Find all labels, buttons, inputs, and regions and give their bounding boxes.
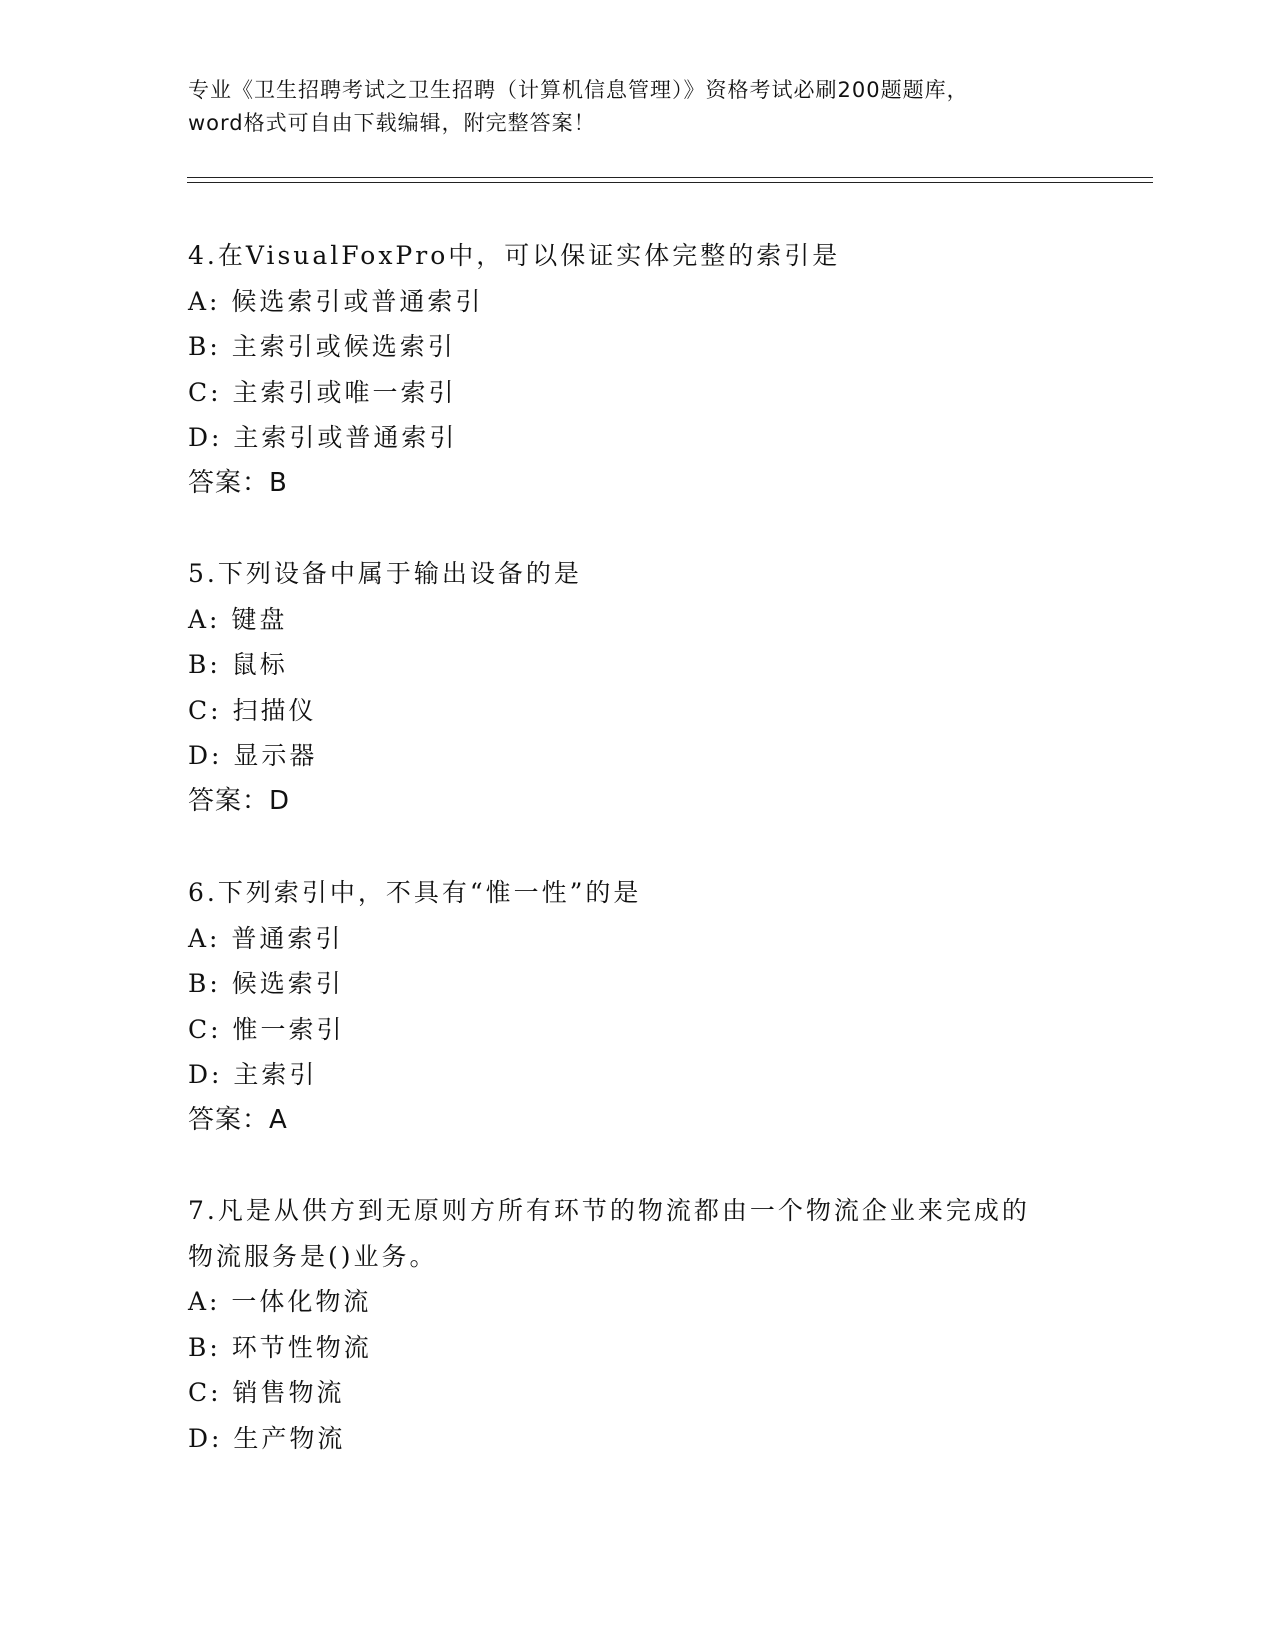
option-b: B: 主索引或候选索引 (188, 332, 456, 361)
option-c: C: 扫描仪 (188, 695, 317, 725)
question-7 (188, 1188, 1088, 1461)
question-stem: 6.下列索引中，不具有“惟一性”的是 (188, 878, 642, 907)
document-header (188, 74, 1088, 140)
option-c: C: 惟一索引 (188, 1014, 345, 1044)
question-4 (188, 233, 1088, 506)
header-divider-bottom (187, 182, 1153, 183)
answer-text: 答案：B (188, 467, 288, 498)
option-c: C: 销售物流 (188, 1378, 345, 1407)
question-5 (188, 551, 1088, 824)
header-line-2: word格式可自由下载编辑，附完整答案！ (188, 111, 596, 135)
option-a: A: 一体化物流 (188, 1287, 372, 1316)
option-d: D: 生产物流 (188, 1423, 346, 1453)
option-d: D: 主索引或普通索引 (188, 423, 458, 452)
option-a: A: 键盘 (188, 604, 288, 634)
header-line-1: 专业《卫生招聘考试之卫生招聘（计算机信息管理）》资格考试必刷200题题库， (188, 78, 969, 102)
question-stem-line-2: 物流服务是()业务。 (188, 1241, 438, 1271)
option-b: B: 候选索引 (188, 969, 344, 998)
question-stem-line-1: 7.凡是从供方到无原则方所有环节的物流都由一个物流企业来完成的 (188, 1196, 1030, 1225)
option-d: D: 主索引 (188, 1060, 318, 1089)
option-b: B: 鼠标 (188, 650, 288, 679)
header-divider-top (187, 177, 1153, 178)
question-6 (188, 870, 1088, 1143)
option-a: A: 候选索引或普通索引 (188, 286, 484, 316)
option-d: D: 显示器 (188, 741, 318, 770)
option-c: C: 主索引或唯一索引 (188, 377, 457, 407)
answer-text: 答案：D (188, 785, 291, 816)
question-stem: 4.在VisualFoxPro中，可以保证实体完整的索引是 (188, 241, 841, 270)
question-stem: 5.下列设备中属于输出设备的是 (188, 559, 582, 588)
option-b: B: 环节性物流 (188, 1332, 372, 1362)
answer-text: 答案：A (188, 1104, 288, 1135)
option-a: A: 普通索引 (188, 923, 344, 953)
